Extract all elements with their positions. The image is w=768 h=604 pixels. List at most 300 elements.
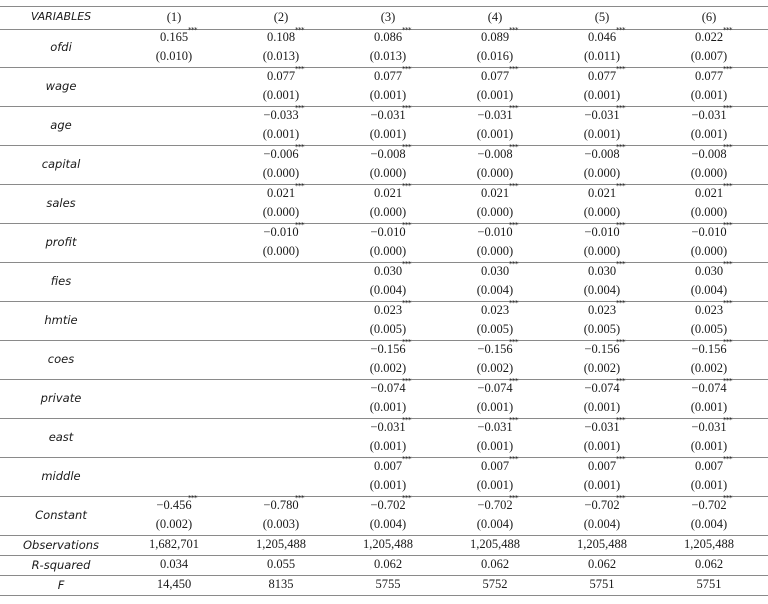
coef-cell [442,221,549,262]
significance-stars: *** [616,26,625,34]
coefficient: 0.046 [587,30,617,44]
stat-row-observations [0,536,768,556]
stat-value: 5752 [482,577,508,591]
coefficient: −0.008 [477,147,513,161]
coefficient: 0.089 [480,30,510,44]
coef-cell [442,65,549,106]
coefficient: −0.031 [584,108,620,122]
standard-error: (0.000) [690,244,728,258]
significance-stars: *** [723,65,732,73]
coef-cell [442,377,549,418]
coef-cell [656,416,763,457]
stat-value: 0.062 [373,557,403,571]
coefficient: 0.023 [480,303,510,317]
coefficient: 0.021 [266,186,296,200]
significance-stars: *** [616,494,625,502]
coef-cell [228,65,335,106]
stat-value: 5751 [589,577,615,591]
standard-error: (0.002) [369,361,407,375]
standard-error: (0.001) [369,127,407,141]
standard-error: (0.001) [583,478,621,492]
coef-cell [549,260,656,301]
coef-cell [442,494,549,535]
significance-stars: *** [723,299,732,307]
standard-error: (0.001) [690,400,728,414]
standard-error: (0.000) [369,244,407,258]
coef-cell [442,299,549,340]
coefficient: −0.702 [477,498,513,512]
coef-cell [442,260,549,301]
significance-stars: *** [295,26,304,34]
coefficient: 0.077 [373,69,403,83]
standard-error: (0.000) [262,205,300,219]
significance-stars: *** [295,494,304,502]
standard-error: (0.002) [583,361,621,375]
standard-error: (0.004) [583,517,621,531]
variable-label: capital [41,157,81,171]
coef-cell [228,494,335,535]
standard-error: (0.007) [690,49,728,63]
variable-label: middle [41,469,81,483]
coefficient: −0.031 [370,108,406,122]
coef-cell [656,26,763,67]
header-column-4: (4) [487,10,503,24]
standard-error: (0.005) [583,322,621,336]
coef-cell [549,65,656,106]
coefficient: 0.030 [587,264,617,278]
significance-stars: *** [402,338,411,346]
coef-cell [656,104,763,145]
coefficient: −0.031 [477,108,513,122]
standard-error: (0.000) [262,166,300,180]
coefficient: 0.165 [159,30,189,44]
stat-value: 1,205,488 [363,537,413,551]
variable-row-wage [0,65,768,107]
significance-stars: *** [723,494,732,502]
stat-value: 1,205,488 [256,537,306,551]
significance-stars: *** [509,299,518,307]
coef-cell [442,455,549,496]
standard-error: (0.001) [476,88,514,102]
coefficient: −0.008 [691,147,727,161]
coef-cell [335,494,442,535]
standard-error: (0.013) [262,49,300,63]
variable-row-hmtie [0,299,768,341]
coefficient: −0.702 [584,498,620,512]
coef-cell [549,221,656,262]
significance-stars: *** [509,377,518,385]
standard-error: (0.001) [369,439,407,453]
significance-stars: *** [509,143,518,151]
standard-error: (0.000) [583,205,621,219]
coef-cell [228,182,335,223]
significance-stars: *** [509,260,518,268]
variable-row-east [0,416,768,458]
coefficient: −0.074 [370,381,406,395]
standard-error: (0.001) [262,127,300,141]
coefficient: −0.156 [584,342,620,356]
coefficient: −0.008 [370,147,406,161]
coefficient: 0.021 [373,186,403,200]
stat-value: 5751 [696,577,722,591]
significance-stars: *** [402,494,411,502]
coef-cell [442,104,549,145]
coefficient: 0.023 [694,303,724,317]
coef-cell [656,494,763,535]
significance-stars: *** [402,455,411,463]
variable-row-fies [0,260,768,302]
stat-value: 0.062 [694,557,724,571]
significance-stars: *** [509,494,518,502]
standard-error: (0.005) [690,322,728,336]
standard-error: (0.005) [369,322,407,336]
coef-cell [228,26,335,67]
coef-cell [442,26,549,67]
standard-error: (0.000) [583,244,621,258]
stat-label: F [57,578,65,592]
coef-cell [335,182,442,223]
coefficient: −0.156 [691,342,727,356]
significance-stars: *** [509,338,518,346]
significance-stars: *** [509,182,518,190]
significance-stars: *** [402,260,411,268]
significance-stars: *** [616,143,625,151]
variable-label: hmtie [44,313,78,327]
variable-label: wage [45,79,77,93]
significance-stars: *** [616,377,625,385]
significance-stars: *** [616,416,625,424]
coef-cell [335,143,442,184]
coefficient: 0.021 [694,186,724,200]
coefficient: 0.021 [587,186,617,200]
significance-stars: *** [723,143,732,151]
coefficient: −0.031 [370,420,406,434]
coefficient: 0.007 [587,459,617,473]
significance-stars: *** [295,182,304,190]
coefficient: 0.077 [694,69,724,83]
variable-row-capital [0,143,768,185]
coefficient: 0.023 [587,303,617,317]
standard-error: (0.000) [369,166,407,180]
significance-stars: *** [402,221,411,229]
coefficient: −0.780 [263,498,299,512]
coefficient: −0.031 [691,420,727,434]
stat-value: 5755 [375,577,401,591]
standard-error: (0.004) [690,283,728,297]
standard-error: (0.001) [476,439,514,453]
stat-label: R-squared [31,558,91,572]
coef-cell [549,299,656,340]
significance-stars: *** [723,338,732,346]
variable-label: ofdi [50,40,72,54]
variable-row-ofdi [0,26,768,68]
significance-stars: *** [616,260,625,268]
coef-cell [442,143,549,184]
coef-cell [656,65,763,106]
stat-value: 1,205,488 [684,537,734,551]
standard-error: (0.013) [369,49,407,63]
variable-label: sales [46,196,76,210]
coefficient: −0.074 [477,381,513,395]
variable-row-middle [0,455,768,497]
coef-cell [549,416,656,457]
variable-label: age [50,118,72,132]
standard-error: (0.004) [369,517,407,531]
coefficient: −0.456 [156,498,192,512]
standard-error: (0.001) [690,439,728,453]
significance-stars: *** [509,65,518,73]
significance-stars: *** [509,416,518,424]
coefficient: −0.010 [477,225,513,239]
coef-cell [228,143,335,184]
coef-cell [335,377,442,418]
coefficient: −0.010 [263,225,299,239]
standard-error: (0.001) [583,88,621,102]
coefficient: −0.033 [263,108,299,122]
coef-cell [442,338,549,379]
standard-error: (0.001) [369,478,407,492]
coef-cell [656,299,763,340]
standard-error: (0.001) [690,127,728,141]
stat-row-r-squared [0,556,768,576]
coefficient: −0.008 [584,147,620,161]
coefficient: −0.031 [691,108,727,122]
coef-cell [335,299,442,340]
variable-row-private [0,377,768,419]
variable-label: coes [47,352,75,366]
standard-error: (0.003) [262,517,300,531]
header-variables-label: VARIABLES [30,10,92,23]
coefficient: 0.030 [373,264,403,278]
coefficient: −0.031 [477,420,513,434]
coef-cell [228,104,335,145]
significance-stars: *** [402,26,411,34]
standard-error: (0.001) [583,439,621,453]
coefficient: −0.010 [370,225,406,239]
variable-label: east [48,430,74,444]
standard-error: (0.000) [262,244,300,258]
variable-label: profit [45,235,77,249]
standard-error: (0.001) [690,88,728,102]
coefficient: 0.030 [480,264,510,278]
variable-label: Constant [35,508,87,522]
coef-cell [121,26,228,67]
standard-error: (0.004) [583,283,621,297]
standard-error: (0.004) [369,283,407,297]
header-column-5: (5) [594,10,610,24]
stat-value: 1,205,488 [577,537,627,551]
coef-cell [335,221,442,262]
stat-value: 14,450 [156,577,192,591]
variable-row-constant [0,494,768,536]
stat-value: 8135 [268,577,294,591]
significance-stars: *** [723,104,732,112]
header-column-1: (1) [166,10,182,24]
standard-error: (0.000) [583,166,621,180]
coef-cell [549,104,656,145]
coef-cell [228,221,335,262]
standard-error: (0.001) [690,478,728,492]
variable-row-sales [0,182,768,224]
standard-error: (0.010) [155,49,193,63]
significance-stars: *** [402,104,411,112]
significance-stars: *** [723,416,732,424]
coefficient: 0.077 [480,69,510,83]
coef-cell [335,65,442,106]
standard-error: (0.004) [690,517,728,531]
coefficient: 0.007 [373,459,403,473]
standard-error: (0.002) [476,361,514,375]
significance-stars: *** [509,455,518,463]
significance-stars: *** [188,26,197,34]
stat-value: 0.062 [480,557,510,571]
coef-cell [442,416,549,457]
significance-stars: *** [616,221,625,229]
significance-stars: *** [295,143,304,151]
coef-cell [656,221,763,262]
standard-error: (0.000) [476,205,514,219]
coefficient: 0.022 [694,30,724,44]
standard-error: (0.004) [476,283,514,297]
coef-cell [549,182,656,223]
coef-cell [335,260,442,301]
significance-stars: *** [509,26,518,34]
coef-cell [549,494,656,535]
coefficient: −0.006 [263,147,299,161]
variable-label: private [40,391,82,405]
coefficient: 0.086 [373,30,403,44]
variable-label: fies [50,274,72,288]
coef-cell [549,26,656,67]
standard-error: (0.011) [584,49,620,63]
standard-error: (0.001) [583,400,621,414]
significance-stars: *** [402,182,411,190]
coefficient: −0.074 [691,381,727,395]
coef-cell [335,104,442,145]
significance-stars: *** [723,377,732,385]
significance-stars: *** [402,377,411,385]
coef-cell [656,455,763,496]
significance-stars: *** [402,299,411,307]
significance-stars: *** [616,338,625,346]
significance-stars: *** [295,221,304,229]
significance-stars: *** [723,260,732,268]
coefficient: 0.030 [694,264,724,278]
coef-cell [656,377,763,418]
stat-value: 1,205,488 [470,537,520,551]
standard-error: (0.001) [476,400,514,414]
significance-stars: *** [188,494,197,502]
standard-error: (0.000) [690,205,728,219]
coef-cell [549,455,656,496]
significance-stars: *** [616,104,625,112]
coef-cell [335,26,442,67]
coefficient: −0.156 [370,342,406,356]
standard-error: (0.004) [476,517,514,531]
standard-error: (0.001) [369,88,407,102]
coef-cell [656,182,763,223]
significance-stars: *** [509,221,518,229]
significance-stars: *** [402,65,411,73]
stat-value: 0.055 [266,557,296,571]
coef-cell [656,338,763,379]
standard-error: (0.000) [369,205,407,219]
header-column-3: (3) [380,10,396,24]
standard-error: (0.001) [476,127,514,141]
coefficient: −0.156 [477,342,513,356]
standard-error: (0.002) [155,517,193,531]
header-row [0,6,768,30]
coefficient: 0.007 [480,459,510,473]
coefficient: −0.010 [691,225,727,239]
stat-label: Observations [22,538,100,552]
standard-error: (0.001) [583,127,621,141]
stat-row-f [0,576,768,596]
variable-row-age [0,104,768,146]
coefficient: 0.077 [266,69,296,83]
standard-error: (0.002) [690,361,728,375]
coef-cell [549,143,656,184]
standard-error: (0.005) [476,322,514,336]
coefficient: 0.021 [480,186,510,200]
coef-cell [442,182,549,223]
stat-value: 0.062 [587,557,617,571]
significance-stars: *** [295,65,304,73]
coefficient: −0.702 [691,498,727,512]
coef-cell [656,260,763,301]
header-column-2: (2) [273,10,289,24]
significance-stars: *** [402,416,411,424]
variable-row-coes [0,338,768,380]
standard-error: (0.000) [476,166,514,180]
coefficient: 0.007 [694,459,724,473]
standard-error: (0.016) [476,49,514,63]
coef-cell [335,416,442,457]
coef-cell [335,455,442,496]
significance-stars: *** [616,65,625,73]
significance-stars: *** [616,299,625,307]
header-column-6: (6) [701,10,717,24]
coef-cell [549,377,656,418]
coef-cell [335,338,442,379]
significance-stars: *** [402,143,411,151]
coef-cell [656,143,763,184]
coefficient: −0.031 [584,420,620,434]
significance-stars: *** [509,104,518,112]
significance-stars: *** [295,104,304,112]
variable-row-profit [0,221,768,263]
significance-stars: *** [723,455,732,463]
standard-error: (0.001) [369,400,407,414]
coefficient: 0.108 [266,30,296,44]
stat-value: 1,682,701 [149,537,199,551]
standard-error: (0.001) [476,478,514,492]
standard-error: (0.000) [690,166,728,180]
significance-stars: *** [723,182,732,190]
significance-stars: *** [723,26,732,34]
coefficient: −0.074 [584,381,620,395]
significance-stars: *** [723,221,732,229]
standard-error: (0.001) [262,88,300,102]
significance-stars: *** [616,455,625,463]
coefficient: 0.023 [373,303,403,317]
coefficient: −0.010 [584,225,620,239]
coefficient: 0.077 [587,69,617,83]
coefficient: −0.702 [370,498,406,512]
coef-cell [549,338,656,379]
stat-value: 0.034 [159,557,189,571]
standard-error: (0.000) [476,244,514,258]
